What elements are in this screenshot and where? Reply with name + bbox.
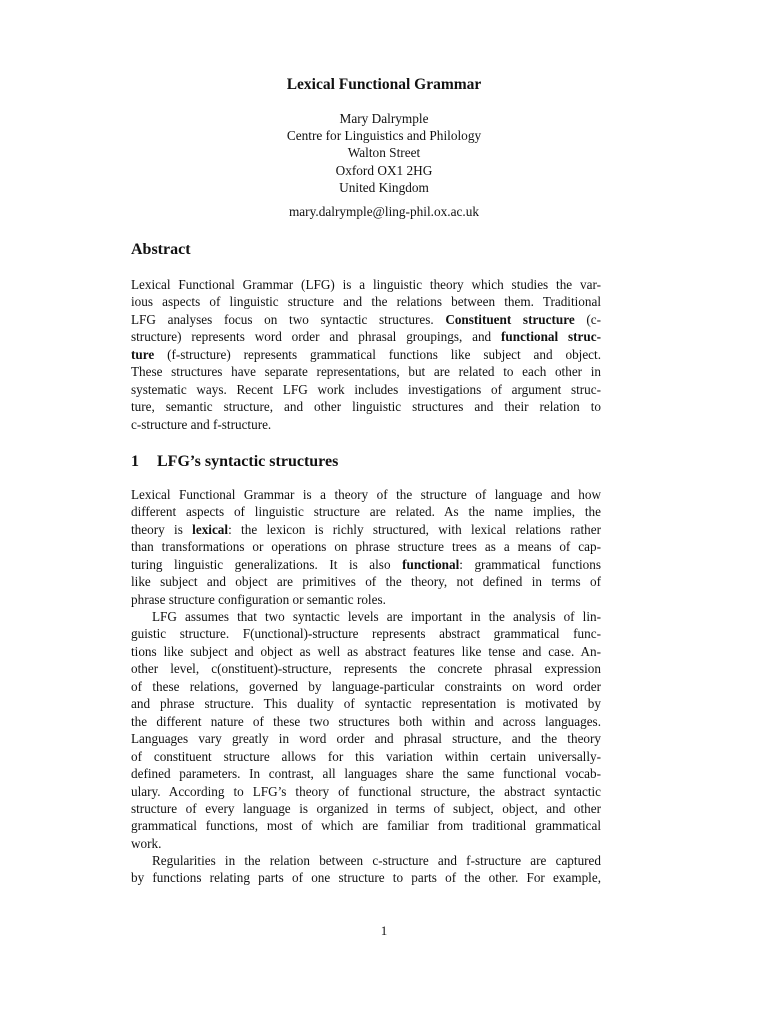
text-line xyxy=(131,311,601,328)
text-line: work. xyxy=(131,835,162,851)
bold-term: functional xyxy=(402,556,460,572)
text-line xyxy=(131,521,601,538)
text-line: like subject and object are primitives of the theory, not defined in terms of xyxy=(131,574,601,590)
text-line: guistic structure. F(unctional)-structure represents abstract grammatical func- xyxy=(131,626,601,642)
text-line: systematic ways. Recent LFG work includes investigations of argument struc- xyxy=(131,381,601,397)
text-line: than transformations or operations on phrase structure trees as a means of cap- xyxy=(131,539,601,555)
text-line xyxy=(131,556,601,573)
bold-term: functional struc- xyxy=(501,329,601,345)
text-line: of constituent structure allows for this variation within certain universally- xyxy=(131,748,601,764)
text-run: turing linguistic generalizations. It is also xyxy=(131,556,403,572)
bold-term: Constituent structure xyxy=(445,311,575,327)
section-paragraph-1 xyxy=(131,486,601,608)
section-paragraph-3 xyxy=(131,852,601,887)
text-line: These structures have separate representations, but are related to each other in xyxy=(131,364,601,380)
bold-term: lexical xyxy=(192,521,229,537)
text-line: ulary. According to LFG’s theory of functional structure, the abstract syntactic xyxy=(131,783,601,799)
text-line: ture, semantic structure, and other linguistic structures and their relation to xyxy=(131,399,601,415)
page-number: 1 xyxy=(380,923,388,938)
text-run: theory is xyxy=(131,521,193,537)
section-paragraph-2 xyxy=(131,608,601,852)
text-line: phrase structure configuration or semantic roles. xyxy=(131,591,386,607)
author-street: Walton Street xyxy=(347,145,421,161)
text-line: by functions relating parts of one structure to parts of the other. For example, xyxy=(131,870,601,886)
abstract-paragraph xyxy=(131,276,601,433)
author-city: Oxford OX1 2HG xyxy=(335,162,433,178)
text-run: : the lexicon is richly structured, with lexical relations rather xyxy=(228,521,602,537)
section-heading xyxy=(131,453,338,471)
text-line: tions like subject and object as well as abstract features like tense and case. An- xyxy=(131,643,601,659)
text-line: ious aspects of linguistic structure and the relations between them. Traditional xyxy=(131,294,601,310)
text-line: Regularities in the relation between c-structure and f-structure are captured xyxy=(152,853,601,868)
text-line: of these relations, governed by language-particular constraints on word order xyxy=(131,678,601,694)
text-run: structure) represents word order and phrasal groupings, and xyxy=(131,329,502,345)
text-line: c-structure and f-structure. xyxy=(131,416,272,432)
text-run: LFG analyses focus on two syntactic structures. xyxy=(131,311,446,327)
text-line: the different nature of these two structures both within and across languages. xyxy=(131,713,601,729)
section-title: LFG’s syntactic structures xyxy=(157,453,339,470)
paper-title: Lexical Functional Grammar xyxy=(286,76,482,93)
author-block xyxy=(0,110,768,196)
author-country: United Kingdom xyxy=(339,179,429,195)
text-line: and phrase structure. This duality of syntactic representation is motivated by xyxy=(131,696,601,712)
bold-term: ture xyxy=(131,346,155,362)
text-line: other level, c(onstituent)-structure, represents the concrete phrasal expression xyxy=(131,661,601,677)
text-line xyxy=(131,328,601,345)
author-affiliation: Centre for Linguistics and Philology xyxy=(286,128,482,144)
text-line: grammatical functions, most of which are familiar from traditional grammatical xyxy=(131,818,601,834)
text-line: LFG assumes that two syntactic levels are important in the analysis of lin- xyxy=(152,609,601,624)
author-email: mary.dalrymple@ling-phil.ox.ac.uk xyxy=(288,204,480,219)
text-run: (f-structure) represents grammatical functions like subject and object. xyxy=(154,346,601,362)
text-run: (c- xyxy=(574,311,602,327)
abstract-heading: Abstract xyxy=(131,241,191,258)
text-line xyxy=(131,346,601,363)
text-line: structure of every language is organized in terms of subject, object, and other xyxy=(131,800,601,816)
author-name: Mary Dalrymple xyxy=(339,111,429,126)
text-line: defined parameters. In contrast, all languages share the same functional vocab- xyxy=(131,766,601,782)
text-line: different aspects of linguistic structure are related. As the name implies, the xyxy=(131,504,601,520)
text-line: Lexical Functional Grammar is a theory of the structure of language and how xyxy=(131,487,601,502)
section-number: 1 xyxy=(131,453,139,470)
text-run: : grammatical functions xyxy=(459,556,601,572)
text-line: Lexical Functional Grammar (LFG) is a linguistic theory which studies the var- xyxy=(131,277,601,292)
text-line: Languages vary greatly in word order and phrasal structure, and the theory xyxy=(131,731,601,747)
